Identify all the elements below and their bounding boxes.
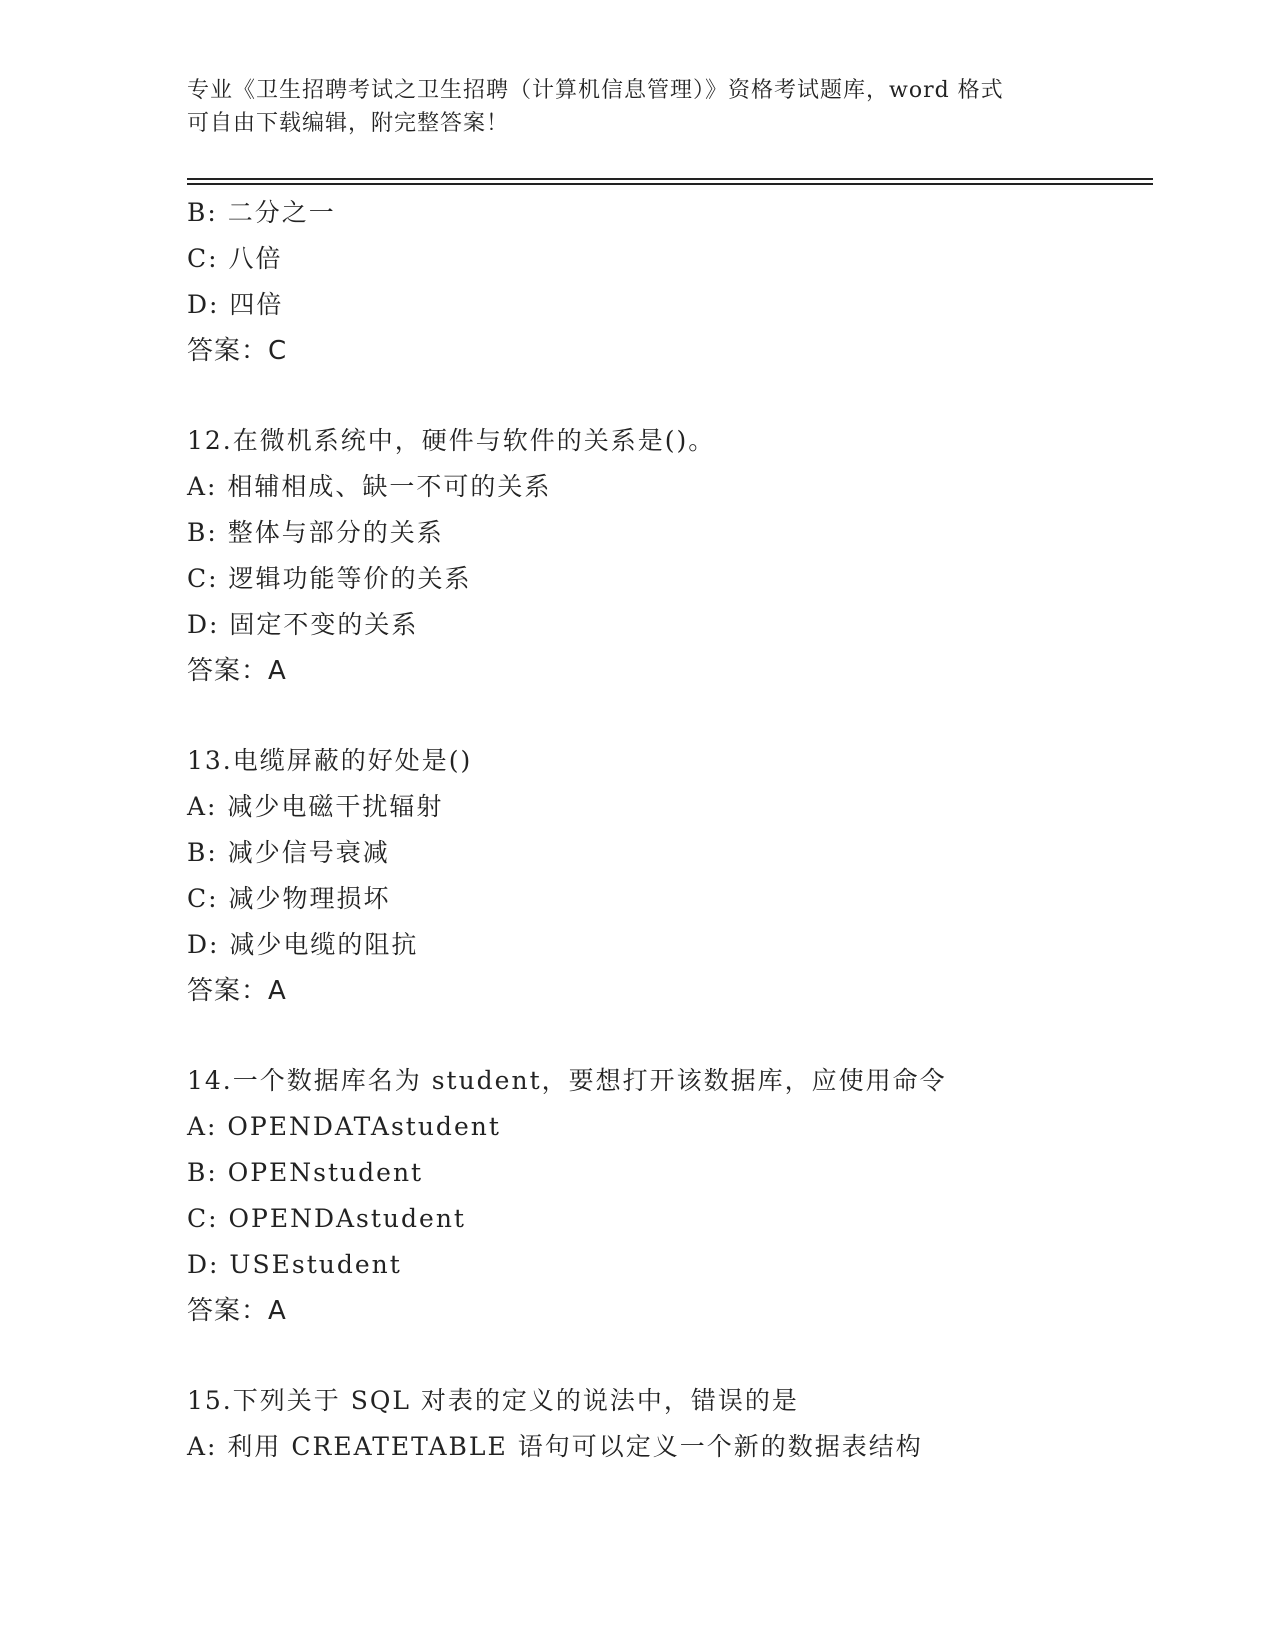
answer: 答案：A bbox=[187, 1296, 287, 1326]
option-b: B: 二分之一 bbox=[187, 198, 336, 227]
option-d: D: 四倍 bbox=[187, 290, 284, 319]
option-b: B: OPENstudent bbox=[187, 1158, 424, 1187]
option-c: C: 减少物理损坏 bbox=[187, 884, 391, 913]
option-c: C: 八倍 bbox=[187, 244, 283, 273]
answer: 答案：A bbox=[187, 656, 287, 686]
option-a: A: 减少电磁干扰辐射 bbox=[187, 792, 444, 821]
question-14 bbox=[187, 1058, 1153, 1334]
question-stem: 13.电缆屏蔽的好处是() bbox=[187, 746, 473, 775]
question-13 bbox=[187, 738, 1153, 1014]
answer: 答案：A bbox=[187, 976, 287, 1006]
option-d: D: USEstudent bbox=[187, 1250, 402, 1279]
question-stem: 12.在微机系统中，硬件与软件的关系是()。 bbox=[187, 426, 716, 455]
question-stem: 15.下列关于 SQL 对表的定义的说法中，错误的是 bbox=[187, 1386, 799, 1415]
header-divider-bottom bbox=[187, 183, 1153, 185]
option-a: A: 利用 CREATETABLE 语句可以定义一个新的数据表结构 bbox=[187, 1432, 923, 1461]
header-divider-top bbox=[187, 178, 1153, 180]
option-c: C: 逻辑功能等价的关系 bbox=[187, 564, 472, 593]
document-header bbox=[187, 74, 1067, 140]
answer: 答案：C bbox=[187, 336, 288, 366]
option-a: A: 相辅相成、缺一不可的关系 bbox=[187, 472, 552, 501]
option-d: D: 固定不变的关系 bbox=[187, 610, 419, 639]
question-12 bbox=[187, 418, 1153, 694]
question-11-partial bbox=[187, 190, 1153, 374]
option-c: C: OPENDAstudent bbox=[187, 1204, 466, 1233]
option-a: A: OPENDATAstudent bbox=[187, 1112, 501, 1141]
question-list bbox=[187, 190, 1153, 1470]
option-b: B: 整体与部分的关系 bbox=[187, 518, 444, 547]
header-line-1: 专业《卫生招聘考试之卫生招聘（计算机信息管理）》资格考试题库，word 格式 bbox=[187, 78, 1004, 103]
option-d: D: 减少电缆的阻抗 bbox=[187, 930, 419, 959]
header-line-2: 可自由下载编辑，附完整答案！ bbox=[187, 111, 510, 136]
option-b: B: 减少信号衰减 bbox=[187, 838, 390, 867]
question-15 bbox=[187, 1378, 1153, 1470]
question-stem: 14.一个数据库名为 student，要想打开该数据库，应使用命令 bbox=[187, 1066, 947, 1095]
